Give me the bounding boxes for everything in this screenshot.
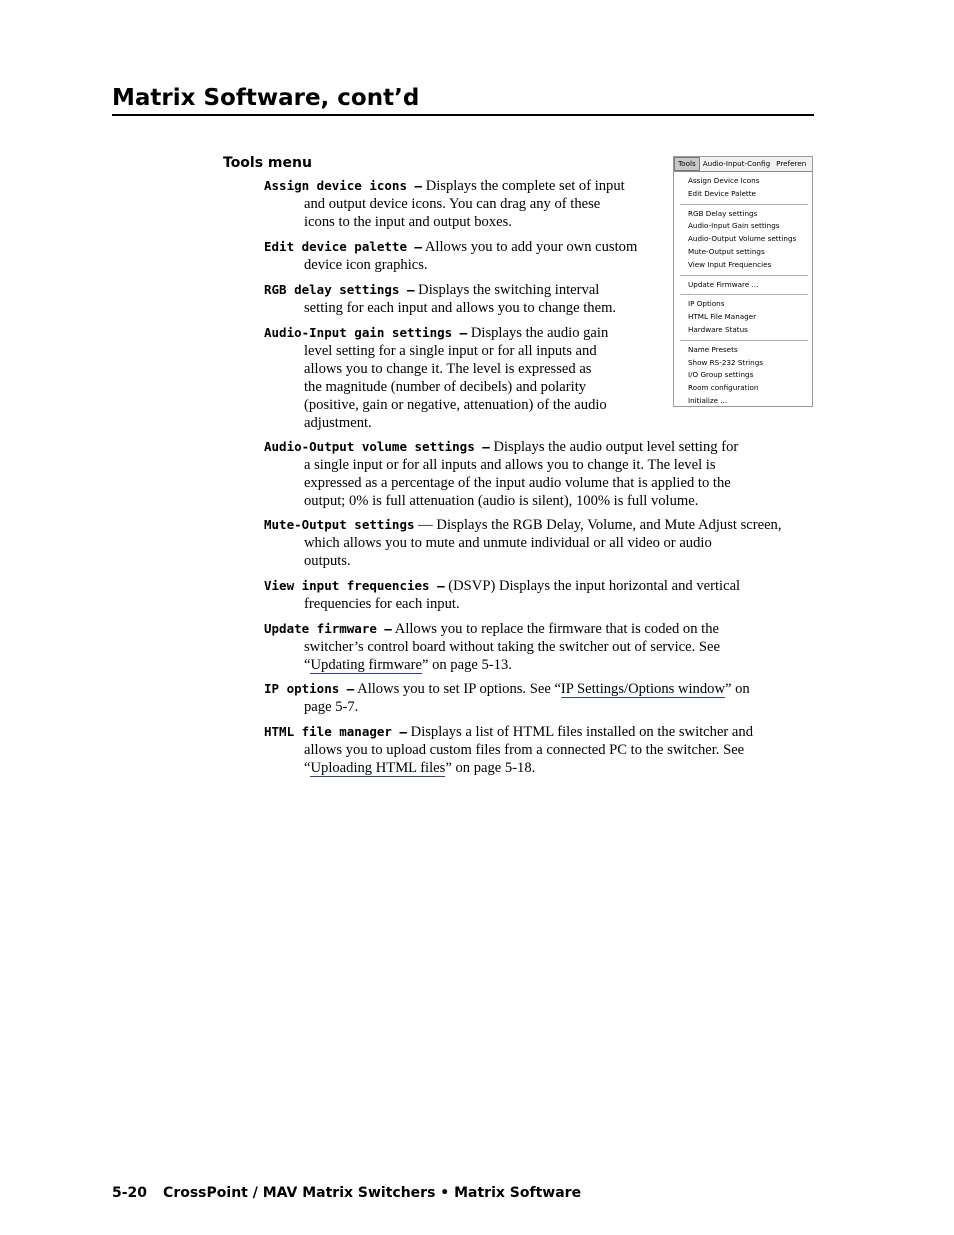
page-title: Matrix Software, cont’d bbox=[112, 84, 814, 116]
entry-term: Update firmware — bbox=[264, 621, 392, 636]
footer-title: CrossPoint / MAV Matrix Switchers • Matrix Software bbox=[163, 1185, 582, 1201]
entry-text: (DSVP) Displays the input horizontal and vertical bbox=[448, 578, 741, 594]
quote-open: “ bbox=[304, 657, 311, 673]
tools-menu-screenshot bbox=[673, 156, 813, 407]
entry-text: output; 0% is full attenuation (audio is silent), 100% is full volume. bbox=[304, 493, 699, 509]
entry-text: Displays the audio output level setting for bbox=[493, 439, 739, 455]
quote-open: “ bbox=[304, 760, 311, 776]
entry-term: Audio-Input gain settings — bbox=[264, 325, 468, 340]
menu-item-edit-device-palette[interactable]: Edit Device Palette bbox=[688, 188, 756, 198]
entry-text: expressed as a percentage of the input audio volume that is applied to the bbox=[304, 475, 731, 491]
entry-text: (positive, gain or negative, attenuation) of the audio bbox=[304, 397, 607, 413]
page-reference: ” on page 5-18. bbox=[445, 760, 536, 776]
entry-term: Assign device icons — bbox=[264, 178, 423, 193]
footer-page-number: 5-20 bbox=[112, 1185, 148, 1201]
section-heading: Tools menu bbox=[223, 155, 312, 171]
menu-separator bbox=[680, 340, 808, 341]
entry-text: frequencies for each input. bbox=[304, 596, 460, 612]
menu-item-audio-input-gain-settings[interactable]: Audio-Input Gain settings bbox=[688, 221, 780, 231]
page-reference: page 5-7. bbox=[304, 699, 359, 715]
entry-html-file-manager bbox=[264, 723, 753, 777]
menu-item-html-file-manager[interactable]: HTML File Manager bbox=[688, 312, 757, 322]
menu-tab-audio-input-config[interactable]: Audio-Input-Config bbox=[702, 159, 771, 168]
menu-item-audio-output-volume-settings[interactable]: Audio-Output Volume settings bbox=[688, 234, 797, 244]
menu-item-view-input-frequencies[interactable]: View Input Frequencies bbox=[688, 259, 772, 269]
entry-text: a single input or for all inputs and allows you to change it. The level is bbox=[304, 457, 716, 473]
entry-text: device icon graphics. bbox=[304, 257, 428, 273]
menu-item-ip-options[interactable]: IP Options bbox=[688, 299, 725, 309]
uploading-html-files-link[interactable]: Uploading HTML files bbox=[310, 760, 446, 776]
entry-text: Allows you to replace the firmware that is coded on the bbox=[394, 621, 719, 637]
entry-text: Allows you to set IP options. See “ bbox=[357, 681, 561, 697]
entry-term: IP options — bbox=[264, 681, 355, 696]
entry-text: Displays a list of HTML files installed on the switcher and bbox=[410, 724, 754, 740]
menu-item-hardware-status[interactable]: Hardware Status bbox=[688, 324, 748, 334]
menu-tab-preferences[interactable]: Preferen bbox=[776, 159, 807, 168]
entry-text: switcher’s control board without taking the switcher out of service. See bbox=[304, 639, 720, 655]
entry-view-input-frequencies bbox=[264, 577, 740, 613]
entry-term: HTML file manager — bbox=[264, 724, 407, 739]
menu-item-name-presets[interactable]: Name Presets bbox=[688, 344, 738, 354]
entry-text: ” on bbox=[724, 681, 750, 697]
entry-text: outputs. bbox=[304, 553, 351, 569]
entry-edit-device-palette bbox=[264, 238, 637, 274]
menu-item-rgb-delay-settings[interactable]: RGB Delay settings bbox=[688, 208, 758, 218]
menu-item-update-firmware[interactable]: Update Firmware ... bbox=[688, 279, 759, 289]
entry-term: RGB delay settings — bbox=[264, 282, 415, 297]
menu-item-room-configuration[interactable]: Room configuration bbox=[688, 383, 759, 393]
entry-text: allows you to change it. The level is expressed as bbox=[304, 361, 592, 377]
updating-firmware-link[interactable]: Updating firmware bbox=[310, 657, 422, 673]
entry-text: Allows you to add your own custom bbox=[424, 239, 638, 255]
menu-item-initialize[interactable]: Initialize ... bbox=[688, 395, 728, 405]
menu-item-show-rs232-strings[interactable]: Show RS-232 Strings bbox=[688, 357, 764, 367]
entry-ip-options bbox=[264, 680, 750, 716]
menu-separator bbox=[680, 204, 808, 205]
entry-text: Displays the audio gain bbox=[470, 325, 609, 341]
entry-text: the magnitude (number of decibels) and polarity bbox=[304, 379, 587, 395]
entry-text: level setting for a single input or for all inputs and bbox=[304, 343, 597, 359]
tools-menu-list bbox=[674, 172, 812, 407]
entry-text: and output device icons. You can drag any of these bbox=[304, 196, 601, 212]
menu-item-assign-device-icons[interactable]: Assign Device Icons bbox=[688, 176, 760, 185]
menu-item-io-group-settings[interactable]: I/O Group settings bbox=[688, 370, 754, 380]
ip-settings-options-window-link[interactable]: IP Settings/Options window bbox=[560, 681, 725, 697]
entry-text: setting for each input and allows you to change them. bbox=[304, 300, 617, 316]
menu-tab-tools[interactable]: Tools bbox=[674, 157, 700, 171]
entry-text: — Displays the RGB Delay, Volume, and Mute Adjust screen, bbox=[418, 517, 782, 533]
entry-text: Displays the complete set of input bbox=[425, 178, 625, 194]
page-reference: ” on page 5-13. bbox=[421, 657, 512, 673]
entry-update-firmware bbox=[264, 620, 720, 674]
entry-text: which allows you to mute and unmute individual or all video or audio bbox=[304, 535, 712, 551]
entry-text: adjustment. bbox=[304, 415, 372, 431]
menu-separator bbox=[680, 275, 808, 276]
entry-term: View input frequencies — bbox=[264, 578, 445, 593]
entry-rgb-delay-settings bbox=[264, 281, 616, 317]
entry-term: Audio-Output volume settings — bbox=[264, 439, 490, 454]
entry-text: allows you to upload custom files from a connected PC to the switcher. See bbox=[304, 742, 745, 758]
entry-mute-output-settings bbox=[264, 516, 782, 570]
page-footer bbox=[112, 1185, 581, 1201]
entry-text: icons to the input and output boxes. bbox=[304, 214, 512, 230]
entry-term: Mute-Output settings bbox=[264, 517, 415, 532]
menu-bar bbox=[674, 157, 812, 172]
entry-audio-output-volume-settings bbox=[264, 438, 738, 510]
entry-text: Displays the switching interval bbox=[418, 282, 600, 298]
menu-item-mute-output-settings[interactable]: Mute-Output settings bbox=[688, 246, 765, 256]
entry-term: Edit device palette — bbox=[264, 239, 423, 254]
entry-assign-device-icons bbox=[264, 177, 625, 231]
menu-separator bbox=[680, 294, 808, 295]
entry-audio-input-gain-settings bbox=[264, 324, 608, 432]
